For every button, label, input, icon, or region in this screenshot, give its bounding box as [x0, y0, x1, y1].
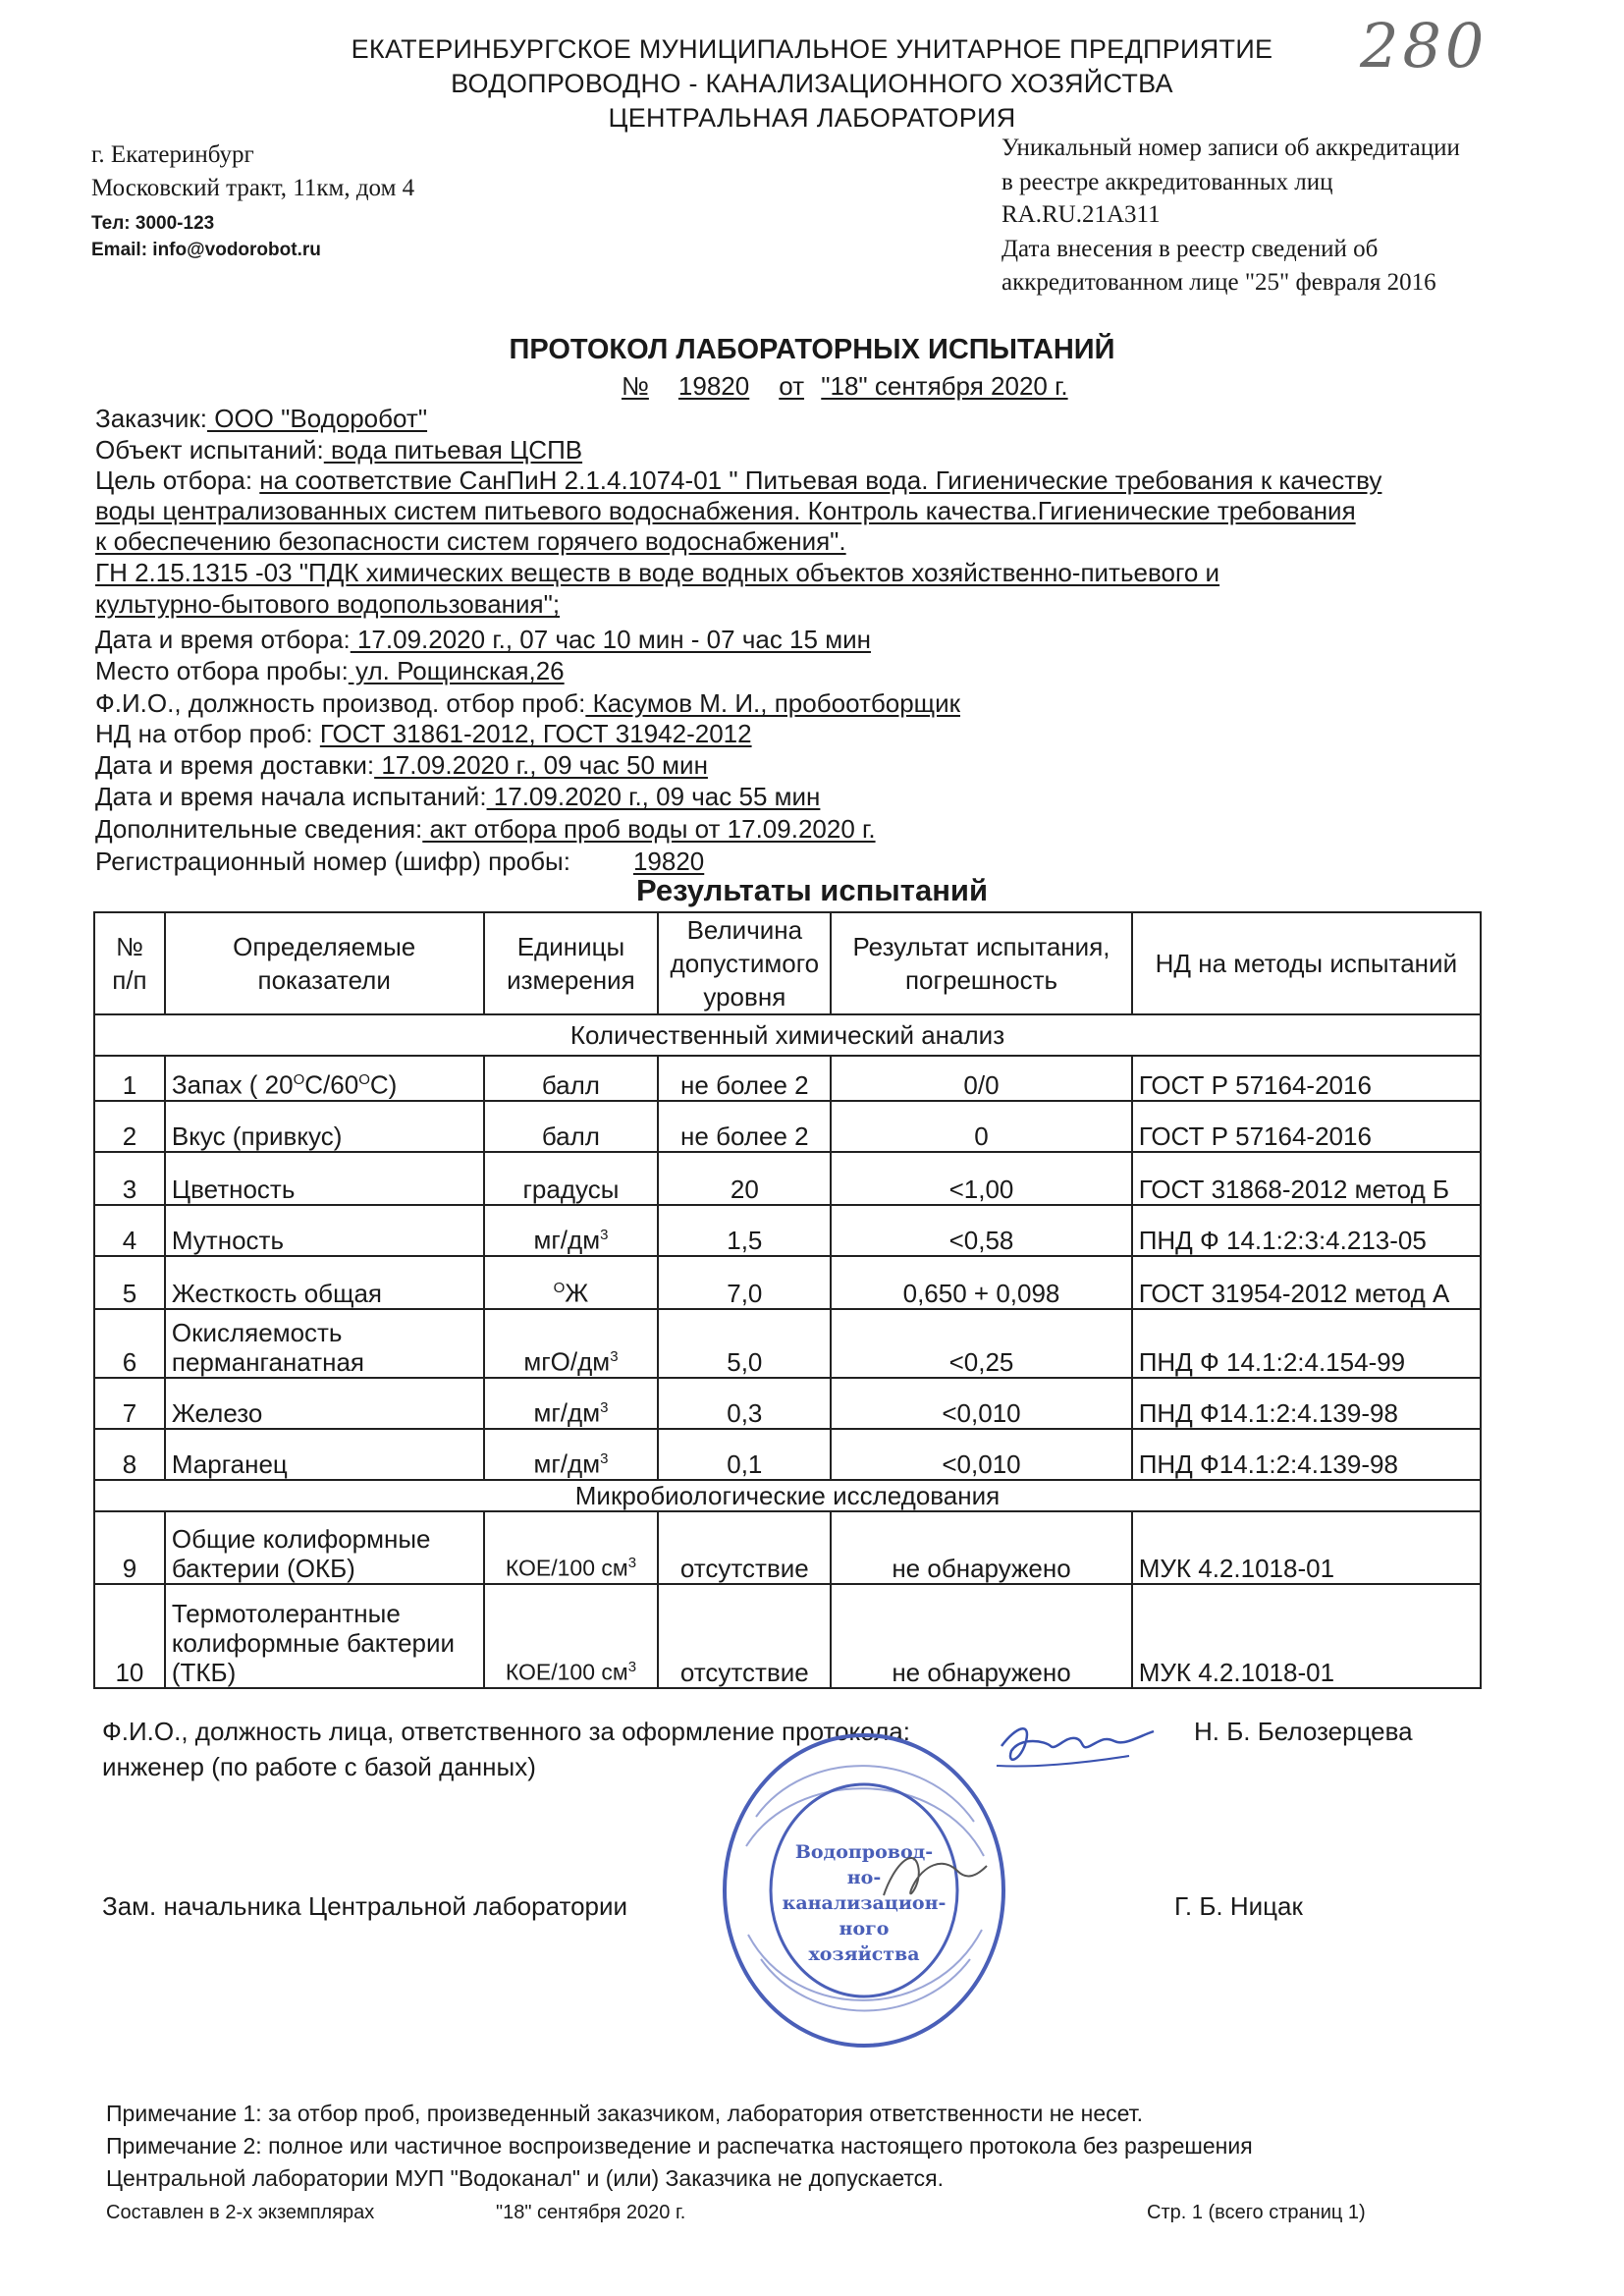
protocol-number: 19820	[677, 371, 750, 401]
row-result: <1,00	[831, 1152, 1131, 1205]
signature-2	[864, 1836, 992, 1915]
row-result: <0,58	[831, 1205, 1131, 1256]
sampling-datetime-label: Дата и время отбора:	[95, 625, 351, 654]
row-limit: 0,3	[658, 1378, 831, 1429]
row-result: <0,010	[831, 1378, 1131, 1429]
results-title: Результаты испытаний	[635, 873, 989, 907]
row-result: 0,650 + 0,098	[831, 1256, 1131, 1309]
purpose-label: Цель отбора:	[95, 465, 260, 495]
row-unit: $^О$Ж	[484, 1256, 659, 1309]
row-limit: отсутствие	[658, 1584, 831, 1688]
row-unit: $мг/дм^3$	[484, 1429, 659, 1480]
row-param: Мутность	[165, 1205, 484, 1256]
sampler-field	[95, 688, 960, 718]
row-param: Термотолерантные колиформные бактерии (ТКБ)	[165, 1584, 484, 1688]
reg-value: 19820	[632, 847, 705, 876]
row-num: 7	[94, 1378, 165, 1429]
object-field	[95, 435, 582, 465]
customer-field	[95, 404, 427, 433]
header-unit: Единицы измерения	[484, 912, 659, 1014]
sampling-place-value: ул. Рощинская,26	[348, 656, 565, 685]
table-row	[94, 1378, 1481, 1429]
table-header-row	[94, 912, 1481, 1014]
stamp-line4: ного	[839, 1918, 890, 1940]
responsible-line2: инженер (по работе с базой данных)	[102, 1752, 536, 1781]
row-param: Цветность	[165, 1152, 484, 1205]
results-table	[93, 911, 1482, 1689]
header-param: Определяемые показатели	[165, 912, 484, 1014]
footer-page: Стр. 1 (всего страниц 1)	[1147, 2202, 1366, 2223]
note-1: Примечание 1: за отбор проб, произведенный заказчиком, лаборатория ответственности не несет.	[106, 2101, 1144, 2126]
handwritten-number: 280	[1360, 10, 1489, 82]
sampler-label: Ф.И.О., должность производ. отбор проб:	[95, 688, 586, 718]
row-num: 2	[94, 1101, 165, 1152]
row-num: 8	[94, 1429, 165, 1480]
header-method: НД на методы испытаний	[1132, 912, 1481, 1014]
nd-field	[95, 719, 752, 748]
row-result: не обнаружено	[831, 1511, 1131, 1584]
row-unit: балл	[484, 1056, 659, 1101]
row-num: 4	[94, 1205, 165, 1256]
row-result: <0,010	[831, 1429, 1131, 1480]
row-param: Железо	[165, 1378, 484, 1429]
row-param: Запах ( $20^ОС/60^ОС$)	[165, 1056, 484, 1101]
object-value: вода питьевая ЦСПВ	[323, 435, 583, 465]
address-city: г. Екатеринбург	[91, 141, 254, 168]
test-start-field	[95, 782, 820, 811]
accreditation-line1: Уникальный номер записи об аккредитации	[1001, 135, 1460, 161]
row-method: МУК 4.2.1018-01	[1132, 1511, 1481, 1584]
protocol-title: ПРОТОКОЛ ЛАБОРАТОРНЫХ ИСПЫТАНИЙ	[509, 334, 1115, 365]
purpose-line1: на соответствие СанПиН 2.1.4.1074-01 " Питьевая вода. Гигиенические требования к качеству	[259, 465, 1382, 495]
accreditation-date: аккредитованном лице "25" февраля 2016	[1001, 269, 1436, 296]
address-email: Email: info@vodorobot.ru	[91, 240, 321, 260]
row-limit: отсутствие	[658, 1511, 831, 1584]
reg-label: Регистрационный номер (шифр) пробы:	[95, 847, 570, 876]
row-num: 5	[94, 1256, 165, 1309]
extra-label: Дополнительные сведения:	[95, 814, 423, 844]
nd-label: НД на отбор проб:	[95, 719, 320, 748]
accreditation-line2: в реестре аккредитованных лиц	[1001, 169, 1333, 195]
table-row	[94, 1056, 1481, 1101]
footer-copies: Составлен в 2-х экземплярах	[106, 2202, 375, 2223]
row-result: 0	[831, 1101, 1131, 1152]
stamp-line3: канализацион-	[782, 1892, 947, 1914]
from-label: от	[779, 371, 805, 401]
row-num: 3	[94, 1152, 165, 1205]
accreditation-number: RA.RU.21А311	[1001, 201, 1161, 228]
row-method: ГОСТ Р 57164-2016	[1132, 1101, 1481, 1152]
table-row	[94, 1511, 1481, 1584]
test-start-value: 17.09.2020 г., 09 час 55 мин	[486, 782, 821, 811]
row-method: ПНД Ф14.1:2:4.139-98	[1132, 1378, 1481, 1429]
reg-field	[95, 847, 704, 876]
row-method: ГОСТ Р 57164-2016	[1132, 1056, 1481, 1101]
row-num: 1	[94, 1056, 165, 1101]
sampler-value: Касумов М. И., пробоотборщик	[585, 688, 960, 718]
row-limit: 1,5	[658, 1205, 831, 1256]
stamp-line1: Водопровод-	[794, 1841, 934, 1863]
row-param: Жесткость общая	[165, 1256, 484, 1309]
row-limit: не более 2	[658, 1101, 831, 1152]
row-param: Марганец	[165, 1429, 484, 1480]
org-name-line1: ЕКАТЕРИНБУРГСКОЕ МУНИЦИПАЛЬНОЕ УНИТАРНОЕ ПРЕДПРИЯТИЕ	[351, 34, 1273, 64]
section-chemical: Количественный химический анализ	[94, 1014, 1481, 1056]
row-param: Окисляемость перманганатная	[165, 1309, 484, 1378]
footer-date: "18" сентября 2020 г.	[496, 2202, 686, 2223]
row-unit: градусы	[484, 1152, 659, 1205]
test-start-label: Дата и время начала испытаний:	[95, 782, 487, 811]
extra-value: акт отбора проб воды от 17.09.2020 г.	[422, 814, 876, 844]
note-2b: Центральной лаборатории МУП "Водоканал" и (или) Заказчика не допускается.	[106, 2165, 944, 2191]
extra-field	[95, 814, 876, 844]
header-num: № п/п	[94, 912, 165, 1014]
sampling-datetime-value: 17.09.2020 г., 07 час 10 мин - 07 час 15 мин	[350, 625, 871, 654]
section-micro: Микробиологические исследования	[94, 1480, 1481, 1511]
row-method: ПНД Ф 14.1:2:4.154-99	[1132, 1309, 1481, 1378]
protocol-number-line	[622, 371, 1068, 402]
table-row	[94, 1429, 1481, 1480]
purpose-line5: культурно-бытового водопользования";	[95, 589, 561, 619]
row-param: Общие колиформные бактерии (ОКБ)	[165, 1511, 484, 1584]
row-unit: КОЕ/100 $см^3$	[484, 1511, 659, 1584]
table-row	[94, 1101, 1481, 1152]
sampling-datetime-field	[95, 625, 871, 654]
row-limit: 5,0	[658, 1309, 831, 1378]
signature-1	[992, 1707, 1159, 1776]
row-method: ПНД Ф14.1:2:4.139-98	[1132, 1429, 1481, 1480]
lab-name: ЦЕНТРАЛЬНАЯ ЛАБОРАТОРИЯ	[608, 103, 1016, 133]
delivery-label: Дата и время доставки:	[95, 750, 375, 780]
sampling-place-label: Место отбора пробы:	[95, 656, 349, 685]
delivery-field	[95, 750, 708, 780]
header-limit: Величина допустимого уровня	[658, 912, 831, 1014]
address-street: Московский тракт, 11км, дом 4	[91, 175, 415, 201]
deputy-name: Г. Б. Ницак	[1174, 1891, 1303, 1921]
table-row	[94, 1584, 1481, 1688]
row-limit: 0,1	[658, 1429, 831, 1480]
purpose-line3: к обеспечению безопасности систем горячего водоснабжения".	[95, 526, 846, 556]
row-method: ГОСТ 31954-2012 метод А	[1132, 1256, 1481, 1309]
row-unit: КОЕ/100 $см^3$	[484, 1584, 659, 1688]
row-limit: 7,0	[658, 1256, 831, 1309]
purpose-line4: ГН 2.15.1315 -03 "ПДК химических веществ в воде водных объектов хозяйственно-питьевого и	[95, 558, 1220, 587]
row-result: 0/0	[831, 1056, 1131, 1101]
table-row	[94, 1152, 1481, 1205]
table-row	[94, 1205, 1481, 1256]
row-num: 10	[94, 1584, 165, 1688]
row-limit: не более 2	[658, 1056, 831, 1101]
row-unit: $мг/дм^3$	[484, 1378, 659, 1429]
nd-value: ГОСТ 31861-2012, ГОСТ 31942-2012	[319, 719, 752, 748]
row-num: 9	[94, 1511, 165, 1584]
header-result: Результат испытания, погрешность	[831, 912, 1131, 1014]
stamp-line2: но-	[846, 1867, 882, 1888]
deputy-label: Зам. начальника Центральной лаборатории	[102, 1891, 628, 1921]
customer-label: Заказчик:	[95, 404, 208, 433]
purpose-field	[95, 465, 1381, 495]
row-limit: 20	[658, 1152, 831, 1205]
address-phone: Тел: 3000-123	[91, 213, 215, 234]
customer-value: ООО "Водоробот"	[207, 404, 428, 433]
table-row	[94, 1256, 1481, 1309]
object-label: Объект испытаний:	[95, 435, 324, 465]
note-2a: Примечание 2: полное или частичное воспроизведение и распечатка настоящего протокола без разрешения	[106, 2133, 1253, 2159]
responsible-name: Н. Б. Белозерцева	[1194, 1717, 1413, 1746]
row-num: 6	[94, 1309, 165, 1378]
table-row	[94, 1309, 1481, 1378]
row-method: ПНД Ф 14.1:2:3:4.213-05	[1132, 1205, 1481, 1256]
responsible-line1: Ф.И.О., должность лица, ответственного за оформление протокола:	[102, 1717, 910, 1746]
delivery-value: 17.09.2020 г., 09 час 50 мин	[374, 750, 708, 780]
row-param: Вкус (привкус)	[165, 1101, 484, 1152]
accreditation-line4: Дата внесения в реестр сведений об	[1001, 236, 1379, 262]
row-method: МУК 4.2.1018-01	[1132, 1584, 1481, 1688]
sampling-place-field	[95, 656, 565, 685]
purpose-line2: воды централизованных систем питьевого водоснабжения. Контроль качества.Гигиенические требования	[95, 496, 1356, 525]
row-result: не обнаружено	[831, 1584, 1131, 1688]
row-result: <0,25	[831, 1309, 1131, 1378]
number-label: №	[622, 371, 649, 401]
org-name-line2: ВОДОПРОВОДНО - КАНАЛИЗАЦИОННОГО ХОЗЯЙСТВА	[451, 69, 1173, 98]
stamp-line5: хозяйства	[808, 1943, 920, 1965]
row-unit: балл	[484, 1101, 659, 1152]
row-method: ГОСТ 31868-2012 метод Б	[1132, 1152, 1481, 1205]
row-unit: мгО/$дм^3$	[484, 1309, 659, 1378]
row-unit: $мг/дм^3$	[484, 1205, 659, 1256]
protocol-date: "18" сентября 2020 г.	[821, 371, 1068, 401]
